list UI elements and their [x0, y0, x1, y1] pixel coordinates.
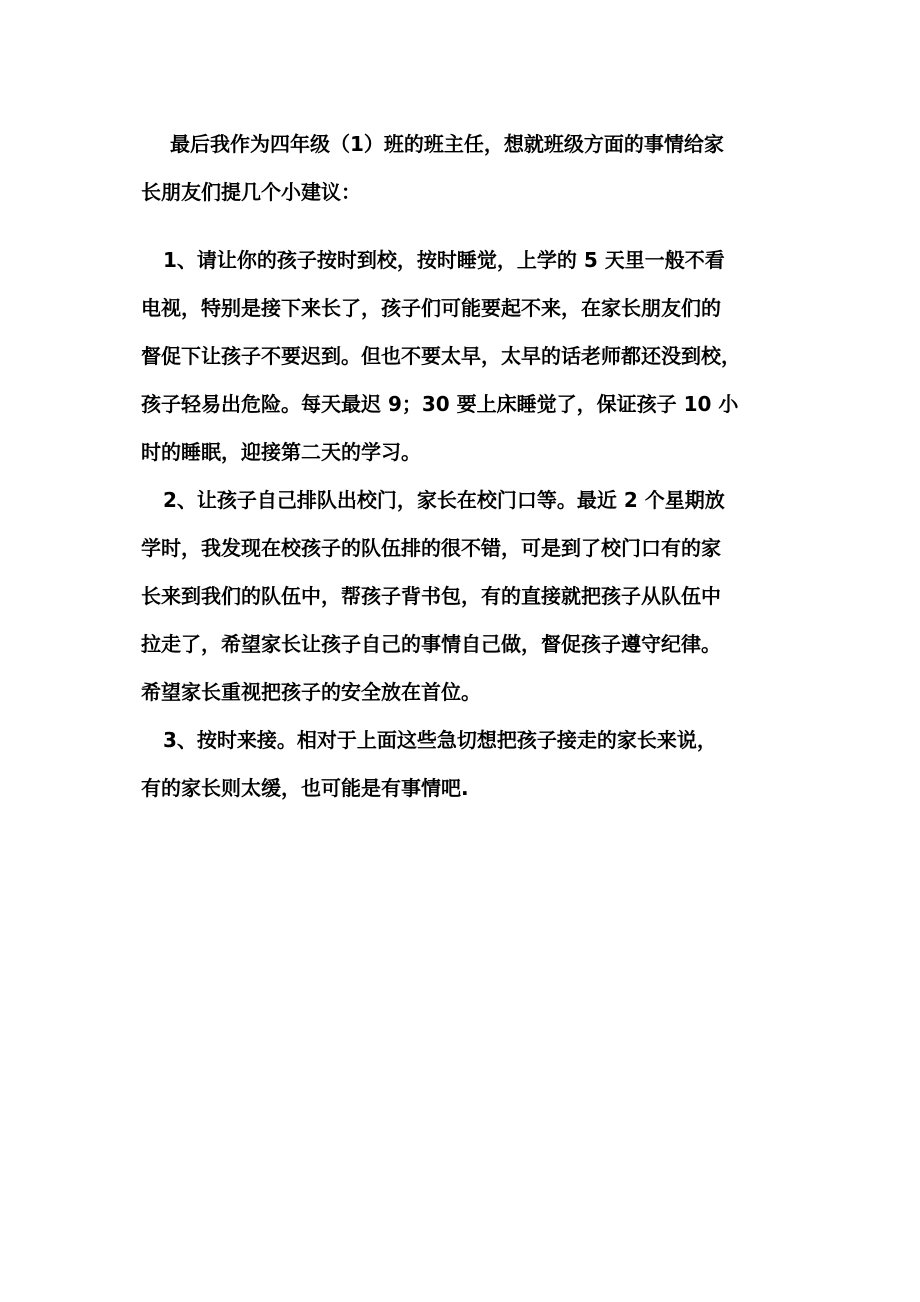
item-2-line-3: 长来到我们的队伍中，帮孩子背书包，有的直接就把孩子从队伍中 — [141, 584, 721, 608]
item-1-line-4: 孩子轻易出危险。每天最迟 9；30 要上床睡觉了，保证孩子 10 小 — [141, 392, 739, 416]
item-1-line-2: 电视，特别是接下来长了，孩子们可能要起不来，在家长朋友们的 — [141, 296, 721, 320]
item-3-line-2: 有的家长则太缓，也可能是有事情吧. — [141, 776, 469, 800]
item-2-line-2: 学时，我发现在校孩子的队伍排的很不错，可是到了校门口有的家 — [141, 536, 721, 560]
paragraph-spacer — [141, 216, 791, 236]
suggestion-item-1 — [141, 236, 791, 476]
item-2-line-5: 希望家长重视把孩子的安全放在首位。 — [141, 680, 481, 704]
item-1-line-5: 时的睡眠，迎接第二天的学习。 — [141, 440, 421, 464]
item-1-line-3: 督促下让孩子不要迟到。但也不要太早，太早的话老师都还没到校， — [141, 344, 741, 368]
item-3-line-1: 3、按时来接。相对于上面这些急切想把孩子接走的家长来说， — [163, 728, 717, 752]
intro-paragraph — [141, 120, 791, 216]
intro-line-2: 长朋友们提几个小建议： — [141, 180, 361, 204]
item-2-line-4: 拉走了，希望家长让孩子自己的事情自己做，督促孩子遵守纪律。 — [141, 632, 721, 656]
suggestion-item-2 — [141, 476, 791, 716]
item-1-line-1: 1、请让你的孩子按时到校，按时睡觉，上学的 5 天里一般不看 — [163, 248, 725, 272]
document-body — [141, 120, 791, 812]
intro-line-1: 最后我作为四年级（1）班的班主任，想就班级方面的事情给家 — [170, 132, 724, 156]
item-2-line-1: 2、让孩子自己排队出校门，家长在校门口等。最近 2 个星期放 — [163, 488, 725, 512]
suggestion-item-3 — [141, 716, 791, 812]
